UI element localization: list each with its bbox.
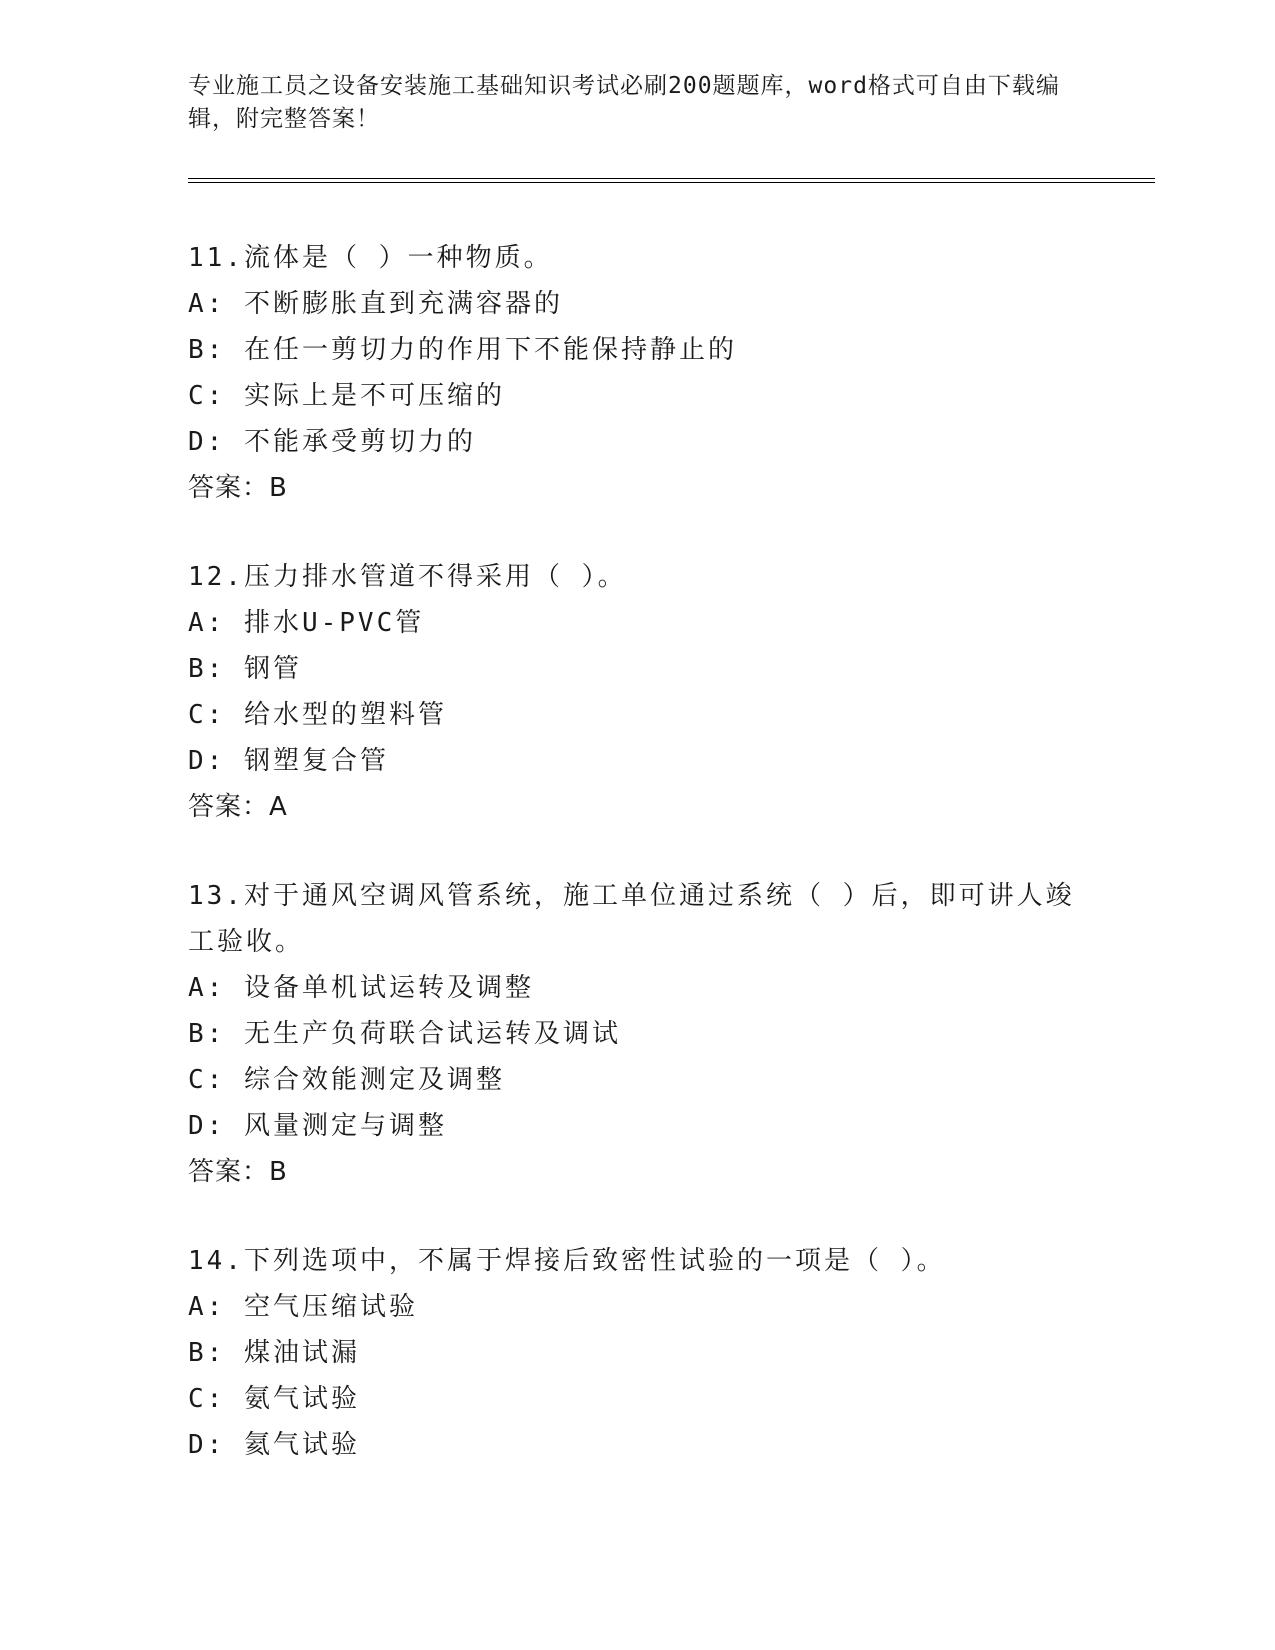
question-stem: 12.压力排水管道不得采用（ ）。 bbox=[188, 562, 627, 592]
header-divider-bottom bbox=[188, 182, 1155, 183]
option-d: D: 钢塑复合管 bbox=[188, 746, 389, 776]
document-title: 专业施工员之设备安装施工基础知识考试必刷200题题库，word格式可自由下载编辑，附完整答案！ bbox=[188, 73, 1060, 132]
option-a: A: 排水U-PVC管 bbox=[188, 608, 425, 638]
header-divider-top bbox=[188, 178, 1155, 179]
option-b: B: 煤油试漏 bbox=[188, 1338, 360, 1368]
question-stem: 11.流体是（ ）一种物质。 bbox=[188, 243, 553, 273]
option-c: C: 给水型的塑料管 bbox=[188, 700, 447, 730]
option-a: A: 空气压缩试验 bbox=[188, 1292, 418, 1322]
question-stem: 13.对于通风空调风管系统，施工单位通过系统（ ）后，即可讲人竣工验收。 bbox=[188, 881, 1075, 957]
question-13 bbox=[188, 873, 1088, 1195]
option-d: D: 风量测定与调整 bbox=[188, 1111, 447, 1141]
option-a: A: 不断膨胀直到充满容器的 bbox=[188, 289, 563, 319]
question-list bbox=[188, 235, 1088, 1511]
question-14 bbox=[188, 1238, 1088, 1468]
option-c: C: 实际上是不可压缩的 bbox=[188, 381, 505, 411]
option-d: D: 不能承受剪切力的 bbox=[188, 427, 476, 457]
option-b: B: 在任一剪切力的作用下不能保持静止的 bbox=[188, 335, 737, 365]
option-d: D: 氦气试验 bbox=[188, 1430, 360, 1460]
answer-label: 答案：B bbox=[188, 473, 288, 503]
document-header bbox=[188, 70, 1088, 136]
option-a: A: 设备单机试运转及调整 bbox=[188, 973, 534, 1003]
question-11 bbox=[188, 235, 1088, 511]
question-12 bbox=[188, 554, 1088, 830]
question-stem: 14.下列选项中，不属于焊接后致密性试验的一项是（ ）。 bbox=[188, 1246, 946, 1276]
option-c: C: 综合效能测定及调整 bbox=[188, 1065, 505, 1095]
option-b: B: 无生产负荷联合试运转及调试 bbox=[188, 1019, 621, 1049]
option-c: C: 氨气试验 bbox=[188, 1384, 360, 1414]
answer-label: 答案：B bbox=[188, 1157, 288, 1187]
answer-label: 答案：A bbox=[188, 792, 288, 822]
option-b: B: 钢管 bbox=[188, 654, 302, 684]
